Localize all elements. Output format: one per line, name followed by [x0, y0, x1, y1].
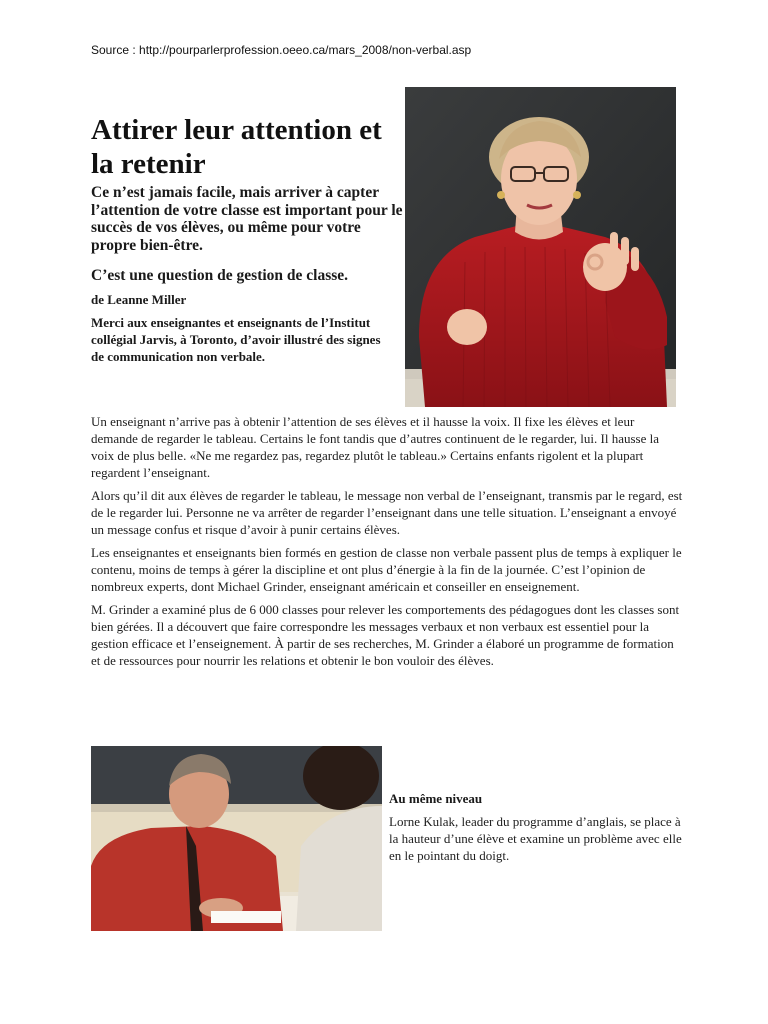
caption-title: Au même niveau: [389, 791, 483, 806]
caption-text: Lorne Kulak, leader du programme d’anglais, se place à la hauteur d’une élève et examine un problème avec elle en le pointant du doigt.: [389, 814, 682, 863]
classroom-photo: [91, 746, 382, 931]
teacher-photo: [405, 87, 676, 407]
article-body: [91, 413, 683, 675]
body-paragraph: Un enseignant n’arrive pas à obtenir l’attention de ses élèves et il hausse la voix. Il fixe les élèves et leur demande de regarder le tableau. Certains le font tandis que d’autres continuent de le regarder, lui. Il hausse la voix de plus belle. «Ne me regardez pas, regardez plutôt le tableau.» Certains enfants rigolent et la plupart regardent l’enseignant.: [91, 414, 660, 480]
article-question: C’est une question de gestion de classe.: [91, 267, 349, 284]
article-lead: Ce n’est jamais facile, mais arriver à capter l’attention de votre classe est important pour le succès de vos élèves, ou même pour votre propre bien-être.: [91, 184, 403, 254]
body-paragraph: M. Grinder a examiné plus de 6 000 classes pour relever les comportements des pédagogues dont les classes sont bien gérées. Il a découvert que faire correspondre les messages verbaux et non verbaux est essentiel pour la gestion efficace et l’enseignement. À partir de ses recherches, M. Grinder a élaboré un programme de formation et de ressources pour nourrir les relations et obtenir le bon vouloir des élèves.: [91, 602, 680, 668]
body-paragraph: Alors qu’il dit aux élèves de regarder le tableau, le message non verbal de l’enseignant, transmis par le regard, est de le regarder lui. Personne ne va arrêter de regarder l’enseignant dans une telle situation. L’enseignant a envoyé un message confus et risque d’avoir à punir certains élèves.: [91, 488, 683, 537]
article-thanks: Merci aux enseignantes et enseignants de l’Institut collégial Jarvis, à Toronto, d’avoir illustré des signes de communication non verbale.: [91, 315, 381, 364]
source-line: Source : http://pourparlerprofession.oeeo.ca/mars_2008/non-verbal.asp: [91, 43, 472, 57]
article-author: de Leanne Miller: [91, 292, 187, 307]
body-paragraph: Les enseignantes et enseignants bien formés en gestion de classe non verbale passent plus de temps à expliquer le contenu, moins de temps à gérer la discipline et ont plus d’énergie à la fin de la journée. C’est l’opinion de nombreux experts, dont Michael Grinder, enseignant américain et conseiller en enseignement.: [91, 545, 682, 594]
article-title: Attirer leur attention et la retenir: [91, 114, 382, 180]
